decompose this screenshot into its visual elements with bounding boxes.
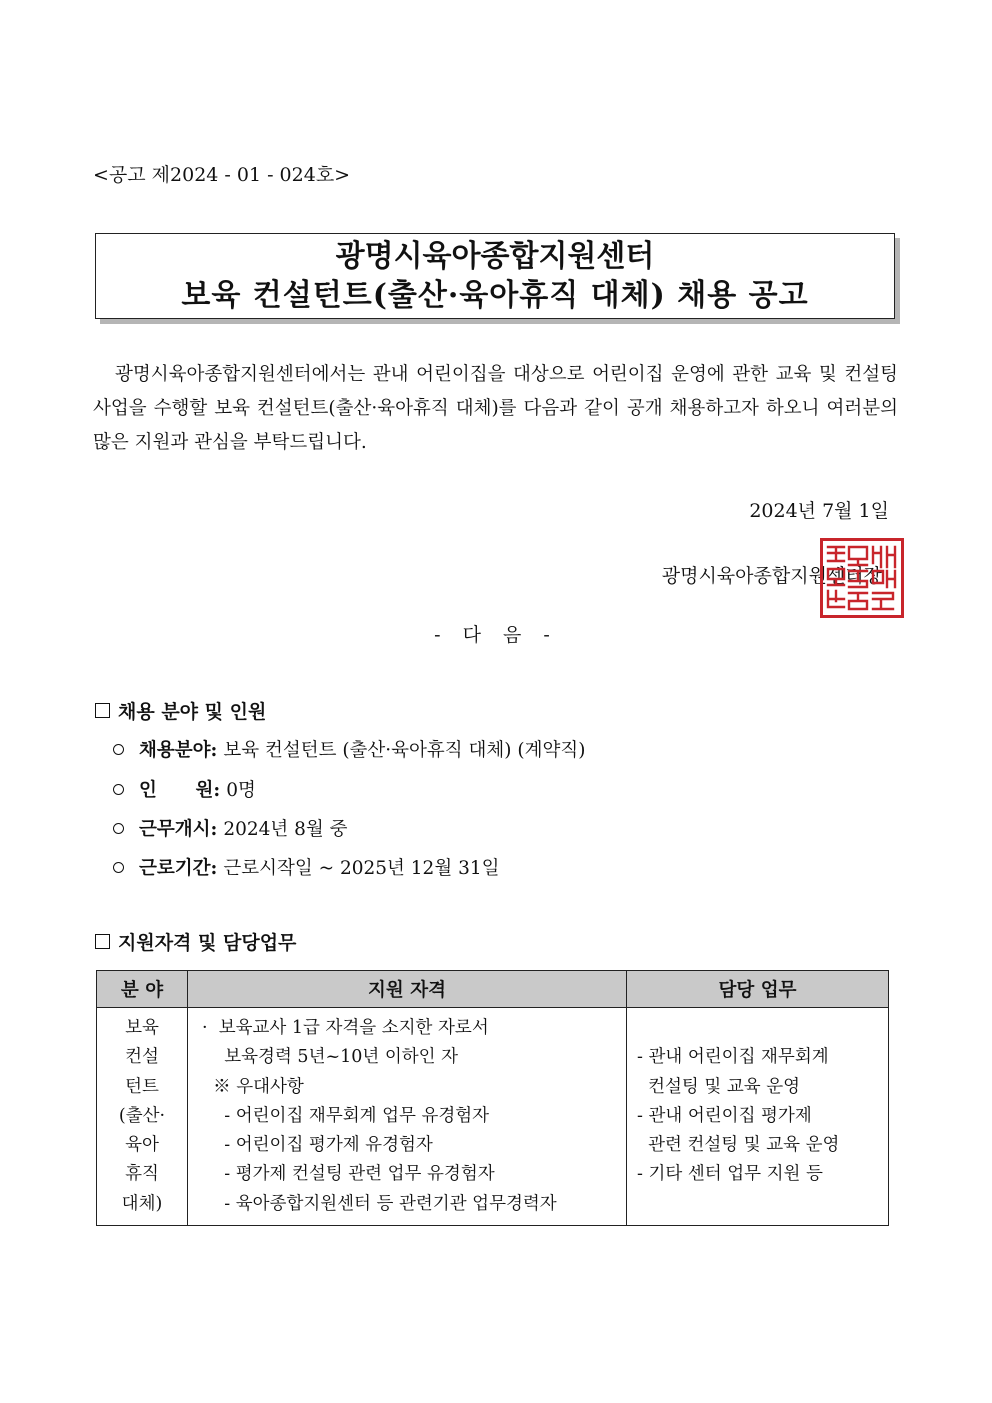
title-box (95, 233, 895, 319)
announcement-date: 2024년 7월 1일 (749, 500, 889, 522)
info-value: 2024년 8월 중 (223, 819, 348, 840)
qualification-table (96, 970, 889, 1226)
section-qualification-heading (95, 928, 296, 955)
info-item-field (113, 736, 585, 762)
circle-bullet-icon (113, 862, 124, 873)
info-label: 인 원: (139, 780, 221, 801)
section-recruitment-title: 채용 분야 및 인원 (118, 701, 267, 723)
duty-cell (627, 1008, 889, 1226)
qualification-line: - 어린이집 재무회계 업무 유경험자 (202, 1105, 490, 1126)
field-line: 휴직 (125, 1164, 159, 1185)
duty-line: 컨설팅 및 교육 운영 (637, 1076, 801, 1097)
qualification-cell (188, 1008, 627, 1226)
section-qualification-title: 지원자격 및 담당업무 (118, 932, 297, 954)
circle-bullet-icon (113, 823, 124, 834)
info-value: 근로시작일 ~ 2025년 12월 31일 (223, 858, 500, 879)
field-line: 턴트 (125, 1076, 159, 1097)
info-value: 0명 (226, 780, 256, 801)
duty-line: 관련 컨설팅 및 교육 운영 (637, 1135, 840, 1156)
qualification-line: - 어린이집 평가제 유경험자 (202, 1135, 433, 1156)
duty-line: - 관내 어린이집 재무회계 (637, 1047, 829, 1068)
organization-name: 광명시육아종합지원센터장 (661, 565, 882, 587)
seal-stamp-graphic (823, 541, 901, 615)
field-line: 대체) (121, 1193, 163, 1214)
qualification-line: 보육경력 5년~10년 이하인 자 (202, 1047, 459, 1068)
duty-line: - 기타 센터 업무 지원 등 (637, 1164, 823, 1185)
info-value: 보육 컨설턴트 (출산·육아휴직 대체) (계약직) (223, 740, 586, 761)
info-label: 근로기간: (139, 858, 218, 879)
field-line: (출산· (118, 1105, 166, 1126)
qualification-line: · 보육교사 1급 자격을 소지한 자로서 (202, 1018, 489, 1038)
title-line-2: 보육 컨설턴트(출산·육아휴직 대체) 채용 공고 (181, 278, 809, 313)
section-recruitment-heading (95, 697, 266, 724)
checkbox-square-icon (95, 934, 110, 949)
duty-line: - 관내 어린이집 평가제 (637, 1105, 812, 1126)
header-duty: 담당 업무 (627, 971, 889, 1008)
official-seal (820, 538, 904, 618)
intro-paragraph: 광명시육아종합지원센터에서는 관내 어린이집을 대상으로 어린이집 운영에 관한 교육 및 컨설팅 사업을 수행할 보육 컨설턴트(출산·육아휴직 대체)를 다음과 같이 공개 채용하고자 하오니 여러분의 많은 지원과 관심을 부탁드립니다. (93, 364, 898, 453)
field-line: 컨설 (125, 1047, 159, 1068)
qualification-line: ※ 우대사항 (202, 1076, 304, 1097)
table-row (97, 1008, 889, 1226)
qualification-line: - 평가제 컨설팅 관련 업무 유경험자 (202, 1164, 495, 1185)
circle-bullet-icon (113, 744, 124, 755)
info-item-headcount (113, 776, 256, 802)
circle-bullet-icon (113, 784, 124, 795)
follows-marker: - 다 음 - (434, 624, 558, 646)
checkbox-square-icon (95, 703, 110, 718)
field-line: 육아 (125, 1135, 159, 1156)
header-qualification: 지원 자격 (188, 971, 627, 1008)
qualification-line: - 육아종합지원센터 등 관련기관 업무경력자 (202, 1193, 557, 1214)
table-header-row (97, 971, 889, 1008)
title-line-1: 광명시육아종합지원센터 (335, 239, 655, 274)
info-item-start (113, 815, 348, 841)
field-cell (97, 1008, 188, 1226)
field-line: 보육 (125, 1018, 159, 1038)
header-field: 분 야 (97, 971, 188, 1008)
info-label: 근무개시: (139, 819, 218, 840)
info-item-period (113, 854, 499, 880)
notice-number: <공고 제2024 - 01 - 024호> (93, 164, 351, 186)
info-label: 채용분야: (139, 740, 218, 761)
